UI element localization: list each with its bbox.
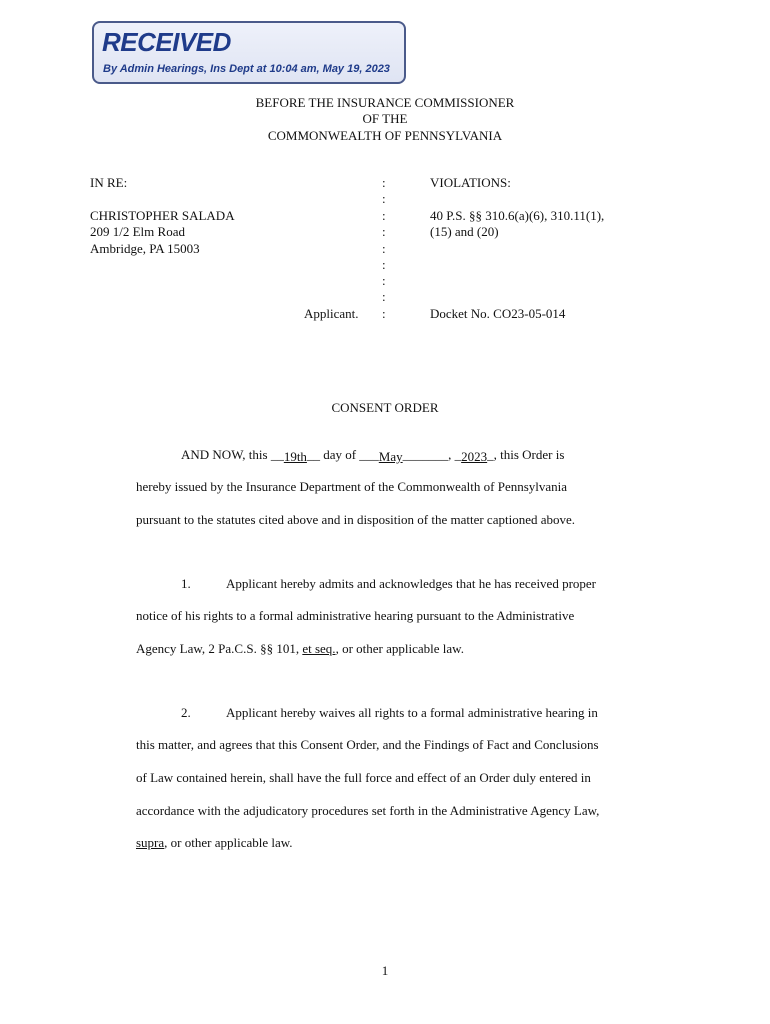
caption-colon: : [382,306,386,321]
para-1-text: , or other applicable law. [335,641,464,656]
caption-line-3: COMMONWEALTH OF PENNSYLVANIA [267,128,503,143]
et-seq-citation: et seq. [302,641,336,656]
applicant-role: Applicant. [304,306,359,321]
stamp-title: RECEIVED [102,27,231,57]
para-1-line-1: Applicant hereby admits and acknowledges that he has received proper [226,576,596,591]
para-1-number: 1. [181,576,191,591]
para-2-text: , or other applicable law. [164,835,293,850]
para-2-line-3: of Law contained herein, shall have the full force and effect of an Order duly entered in [136,770,591,785]
year-field: 2023 [461,449,488,464]
caption-line-1: BEFORE THE INSURANCE COMMISSIONER [255,95,515,110]
violations-line-1: 40 P.S. §§ 310.6(a)(6), 310.11(1), [430,208,605,223]
caption-colon: : [382,175,386,190]
year-fill-trail: _ [487,447,494,462]
in-re-label: IN RE: [90,175,128,190]
caption-colon: : [382,208,386,223]
para-2-line-4: accordance with the adjudicatory procedures set forth in the Administrative Agency Law, [136,803,600,818]
intro-text: day of [319,447,360,462]
day-fill-lead: __ [270,447,284,462]
para-2-line-2: this matter, and agrees that this Consent Order, and the Findings of Fact and Conclusions [136,737,599,752]
caption-colon: : [382,241,386,256]
caption-colon: : [382,289,386,304]
respondent-address-2: Ambridge, PA 15003 [90,241,200,256]
stamp-subtitle: By Admin Hearings, Ins Dept at 10:04 am, May 19, 2023 [103,63,390,75]
docket-number: Docket No. CO23-05-014 [430,306,566,321]
intro-line-2: hereby issued by the Insurance Department of the Commonwealth of Pennsylvania [136,479,568,494]
para-1-line-2: notice of his rights to a formal administrative hearing pursuant to the Administrative [136,608,575,623]
caption-colon: : [382,191,386,206]
page-number: 1 [381,963,389,978]
caption-colon: : [382,224,386,239]
month-field: May [378,449,403,464]
day-field: 19th [283,449,307,464]
day-fill-trail: __ [306,447,320,462]
caption-colon: : [382,257,386,272]
violations-line-2: (15) and (20) [430,224,499,239]
intro-line-1 [181,447,564,463]
para-2-line-1: Applicant hereby waives all rights to a formal administrative hearing in [226,705,598,720]
para-1-text: Agency Law, 2 Pa.C.S. §§ 101, [136,641,303,656]
received-stamp [92,21,406,84]
intro-text: , [448,447,455,462]
para-1-line-3 [136,641,464,657]
intro-line-3: pursuant to the statutes cited above and in disposition of the matter captioned above. [136,512,575,527]
respondent-name: CHRISTOPHER SALADA [90,208,235,223]
supra-citation: supra [136,835,165,850]
caption-line-2: OF THE [362,111,408,126]
intro-text: AND NOW, this [181,447,271,462]
document-title: CONSENT ORDER [331,400,439,415]
caption-colon: : [382,273,386,288]
violations-label: VIOLATIONS: [430,175,511,190]
para-2-line-5 [136,835,293,851]
year-fill-lead: _ [454,447,462,462]
intro-text: , this Order is [493,447,565,462]
month-fill-lead: ___ [359,447,379,462]
respondent-address-1: 209 1/2 Elm Road [90,224,185,239]
para-2-number: 2. [181,705,191,720]
month-fill-trail: _______ [402,447,449,462]
